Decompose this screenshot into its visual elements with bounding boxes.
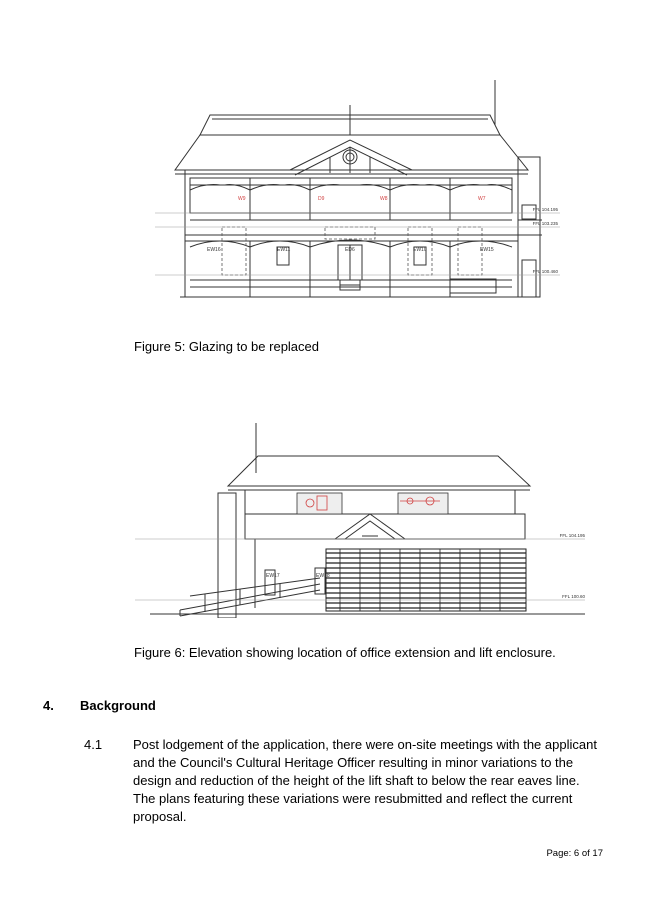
- fig5-tag-ed6: ED6: [345, 247, 355, 253]
- fig5-tag-w9: W9: [238, 196, 246, 202]
- fig5-level-3: FFL 100.460: [532, 269, 558, 274]
- page-number: Page: 6 of 17: [546, 848, 603, 859]
- fig5-tag-ew15: EW15: [480, 247, 494, 253]
- figure-6-caption: Figure 6: Elevation showing location of office extension and lift enclosure.: [134, 645, 556, 660]
- figure-5-drawing: [150, 75, 570, 305]
- fig5-tag-ew11: EW11: [277, 247, 291, 253]
- figure-5-caption: Figure 5: Glazing to be replaced: [134, 339, 319, 354]
- paragraph-text: Post lodgement of the application, there were on-site meetings with the applicant and the Council's Cultural Heritage Officer resulting in minor variations to the design and reduction of the height of the lift shaft to below the rear eaves line. The plans featuring these variations were resubmitted and reflect the current proposal.: [133, 737, 597, 824]
- fig5-tag-d9: D9: [318, 196, 325, 202]
- figure-6-drawing: [130, 418, 592, 618]
- fig6-level-2: FFL 100.60: [562, 594, 585, 599]
- fig5-level-2: FFL 103.235: [532, 221, 558, 226]
- elevation-drawing-2: [130, 418, 592, 618]
- fig6-tag-ew18: EW18: [316, 573, 330, 579]
- fig5-tag-w8: W8: [380, 196, 388, 202]
- section-title: Background: [80, 698, 156, 713]
- section-number: 4.: [43, 698, 54, 713]
- fig6-tag-ew17: EW17: [266, 573, 280, 579]
- fig6-level-1: FFL 104.195: [559, 533, 585, 538]
- fig5-tag-ew10: EW10: [413, 247, 427, 253]
- elevation-drawing-1: [150, 75, 570, 305]
- fig5-tag-ew16: EW16: [207, 247, 221, 253]
- fig5-level-1: FFL 104.195: [532, 207, 558, 212]
- paragraph-number: 4.1: [84, 737, 103, 752]
- fig5-tag-w7: W7: [478, 196, 486, 202]
